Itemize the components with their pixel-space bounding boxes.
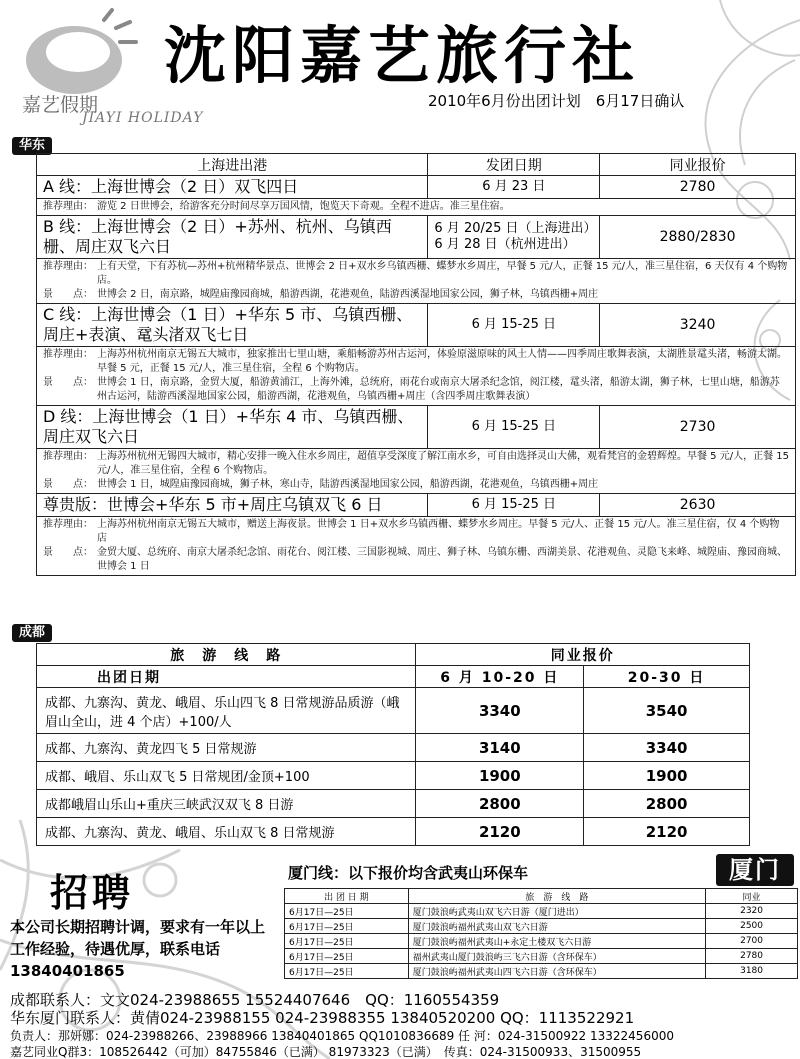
note-label: 景 点： [43,547,93,558]
route-name: 厦门鼓浪屿福州武夷山双飞六日游 [408,919,705,934]
east-china-route-table [36,153,796,576]
route-name: 厦门鼓浪屿武夷山双飞六日游（厦门进出） [408,904,705,919]
column-header-date: 出 团 日 期 [285,889,409,904]
table-row [37,688,750,734]
departure-date: 6月17日—25日 [285,934,409,949]
route-price: 2880/2830 [600,216,796,259]
note-label: 景 点： [43,479,93,490]
route-date [428,216,600,259]
xiamen-route-table [284,888,798,979]
route-title: 尊贵版：世博会+华东 5 市+周庄乌镇双飞 6 日 [37,494,428,517]
contact-qq-groups-fax: 嘉艺同业Q群3：108526442（可加）84755846（已满） 81973323（已满） 传真：024-31500933、31500955 [10,1045,642,1059]
column-header-date: 出团日期 [37,666,416,688]
note-text: 世博会 1 日，南京路，金贸大厦，船游黄浦江，上海外滩，总统府，雨花台或南京大屠杀纪念馆，阅江楼，鼋头渚，船游太湖，狮子林，七里山塘，船游苏州古运河，陆游西溪湿地国家公园，船游西湖，花港观鱼，乌镇西栅+周庄（含四季周庄歌舞表演） [97,377,780,402]
table-row [285,904,798,919]
section-tag-chengdu: 成都 [12,624,52,642]
route-date: 6 月 15-25 日 [428,494,600,517]
note-label: 推荐理由： [43,451,93,462]
price-period-1: 1900 [416,762,584,790]
route-name: 成都峨眉山乐山+重庆三峡武汉双飞 8 日游 [37,790,416,818]
table-row [285,934,798,949]
table-row [37,790,750,818]
route-name: 成都、九寨沟、黄龙、峨眉、乐山四飞 8 日常规游品质游（峨眉山全山，进 4 个店）+100/人 [37,688,416,734]
column-header-date: 发团日期 [428,154,600,176]
column-header-route: 上海进出港 [37,154,428,176]
price-period-2: 2800 [584,790,750,818]
price-period-2: 3340 [584,734,750,762]
page-title: 沈阳嘉艺旅行社 [164,19,641,92]
price: 2500 [706,919,798,934]
departure-date: 6月17日—25日 [285,949,409,964]
column-header-price: 同业报价 [416,644,750,666]
price-period-2: 3540 [584,688,750,734]
contact-manager: 负责人：那妍娜：024-23988266、23988966 13840401865 QQ1010836689 任 河：024-31500922 13322456000 [10,1029,674,1043]
route-name: 厦门鼓浪屿福州武夷山四飞六日游（含环保车） [408,964,705,979]
price: 2700 [706,934,798,949]
route-name: 福州武夷山厦门鼓浪屿三飞六日游（含环保车） [408,949,705,964]
route-row-a [37,176,796,199]
route-title: D 线：上海世博会（1 日）+华东 4 市、乌镇西栅、周庄双飞六日 [37,406,428,449]
section-tag-east-china: 华东 [12,137,52,155]
chengdu-route-table [36,643,750,846]
price: 2780 [706,949,798,964]
column-header-price: 同业报价 [600,154,796,176]
price-period-1: 3140 [416,734,584,762]
route-notes [37,449,796,494]
route-notes [37,517,796,576]
note-label: 推荐理由： [43,201,93,212]
note-label: 景 点： [43,289,93,300]
note-label: 推荐理由： [43,519,93,530]
table-row [285,919,798,934]
route-name: 成都、峨眉、乐山双飞 5 日常规团/金顶+100 [37,762,416,790]
column-header-period-1: 6 月 10-20 日 [416,666,584,688]
note-text: 上海苏州杭州南京无锡五大城市，独家推出七里山塘，乘船畅游苏州古运河，体验原滋原味的风土人情——四季周庄歌舞表演，太湖胜景鼋头渚，畅游太湖。早餐 5 元，正餐 15 元/人，准三星住宿，全程 6 个购物店。 [97,349,787,374]
route-title: C 线：上海世博会（1 日）+华东 5 市、乌镇西栅、周庄+表演、鼋头渚双飞七日 [37,304,428,347]
route-date-line: 6 月 20/25 日（上海进出） [434,221,597,236]
route-notes [37,347,796,406]
price-period-1: 2800 [416,790,584,818]
note-text: 上海苏州杭州南京无锡五大城市，赠送上海夜景。世博会 1 日+双水乡乌镇西栅、蝶梦水乡周庄。早餐 5 元/人、正餐 15 元/人。准三星住宿，仅 4 个购物店 [97,519,780,544]
note-text: 上海苏州杭州无锡四大城市，精心安排一晚入住水乡周庄，超值享受深度了解江南水乡，可自由选择灵山大佛，观看梵宫的金碧辉煌。早餐 5 元/人，正餐 15 元/人，准三星住宿，全程 6 个购物店。 [97,451,789,476]
contact-chengdu: 成都联系人：文文024-23988655 15524407646 QQ：1160554359 [10,991,500,1009]
route-price: 3240 [600,304,796,347]
xiamen-section-title: 厦门线：以下报价均含武夷山环保车 [288,864,529,882]
departure-date: 6月17日—25日 [285,904,409,919]
column-header-route: 旅 游 线 路 [408,889,705,904]
route-price: 2630 [600,494,796,517]
contact-east-china-xiamen: 华东厦门联系人：黄倩024-23988155 024-23988355 13840520200 QQ：1113522921 [10,1009,635,1027]
price: 3180 [706,964,798,979]
price-period-1: 2120 [416,818,584,846]
route-title: B 线：上海世博会（2 日）+苏州、杭州、乌镇西栅、周庄双飞六日 [37,216,428,259]
recruitment-title: 招聘 [50,871,135,915]
route-row-c [37,304,796,347]
table-row [285,949,798,964]
route-price: 2780 [600,176,796,199]
note-text: 世博会 2 日，南京路，城隍庙豫园商城，船游西湖，花港观鱼，陆游西溪湿地国家公园，狮子林，乌镇西栅+周庄 [97,289,599,300]
route-title: A 线：上海世博会（2 日）双飞四日 [37,176,428,199]
route-row-d [37,406,796,449]
route-notes [37,199,796,216]
logo-chinese-text: 嘉艺假期 [22,94,99,116]
schedule-subtitle: 2010年6月份出团计划 6月17日确认 [428,92,685,110]
route-name: 成都、九寨沟、黄龙、峨眉、乐山双飞 8 日常规游 [37,818,416,846]
column-header-price: 同业 [706,889,798,904]
table-row [285,964,798,979]
price-period-2: 1900 [584,762,750,790]
price-period-2: 2120 [584,818,750,846]
table-row [37,818,750,846]
route-date-line: 6 月 28 日（杭州进出） [434,237,576,252]
departure-date: 6月17日—25日 [285,964,409,979]
note-text: 游览 2 日世博会，给游客充分时间尽享万国风情，饱览天下奇观。全程不进店。准三星住宿。 [97,201,510,212]
note-text: 世博会 1 日，城隍庙豫园商城，狮子林，寒山寺，陆游西溪湿地国家公园，船游西湖，花港观鱼，乌镇西栅+周庄 [97,479,599,490]
route-date: 6 月 15-25 日 [428,406,600,449]
table-row [37,734,750,762]
route-row-premium [37,494,796,517]
note-label: 景 点： [43,377,93,388]
note-label: 推荐理由： [43,349,93,360]
note-text: 金贸大厦、总统府、南京大屠杀纪念馆、雨花台、阅江楼、三国影视城、周庄、狮子林、乌镇东栅、西湖美景、花港观鱼、灵隐飞来峰、城隍庙、豫园商城、世博会 1 日 [97,547,787,572]
route-price: 2730 [600,406,796,449]
section-tag-xiamen: 厦门 [716,854,794,886]
recruitment-text: 本公司长期招聘计调，要求有一年以上工作经验，待遇优厚，联系电话13840401865 [10,918,266,980]
route-date: 6 月 15-25 日 [428,304,600,347]
price: 2320 [706,904,798,919]
column-header-route: 旅 游 线 路 [37,644,416,666]
route-notes [37,259,796,304]
column-header-period-2: 20-30 日 [584,666,750,688]
price-period-1: 3340 [416,688,584,734]
logo-english-text: JIAYI HOLIDAY [82,110,204,126]
route-name: 厦门鼓浪屿福州武夷山+永定土楼双飞六日游 [408,934,705,949]
note-text: 上有天堂，下有苏杭—苏州+杭州精华景点、世博会 2 日+双水乡乌镇西栅、蝶梦水乡周庄，早餐 5 元/人，正餐 15 元/人，准三星住宿，6 天仅有 4 个购物店。 [97,261,788,286]
route-date: 6 月 23 日 [428,176,600,199]
departure-date: 6月17日—25日 [285,919,409,934]
route-row-b [37,216,796,259]
table-row [37,762,750,790]
note-label: 推荐理由： [43,261,93,272]
route-name: 成都、九寨沟、黄龙四飞 5 日常规游 [37,734,416,762]
